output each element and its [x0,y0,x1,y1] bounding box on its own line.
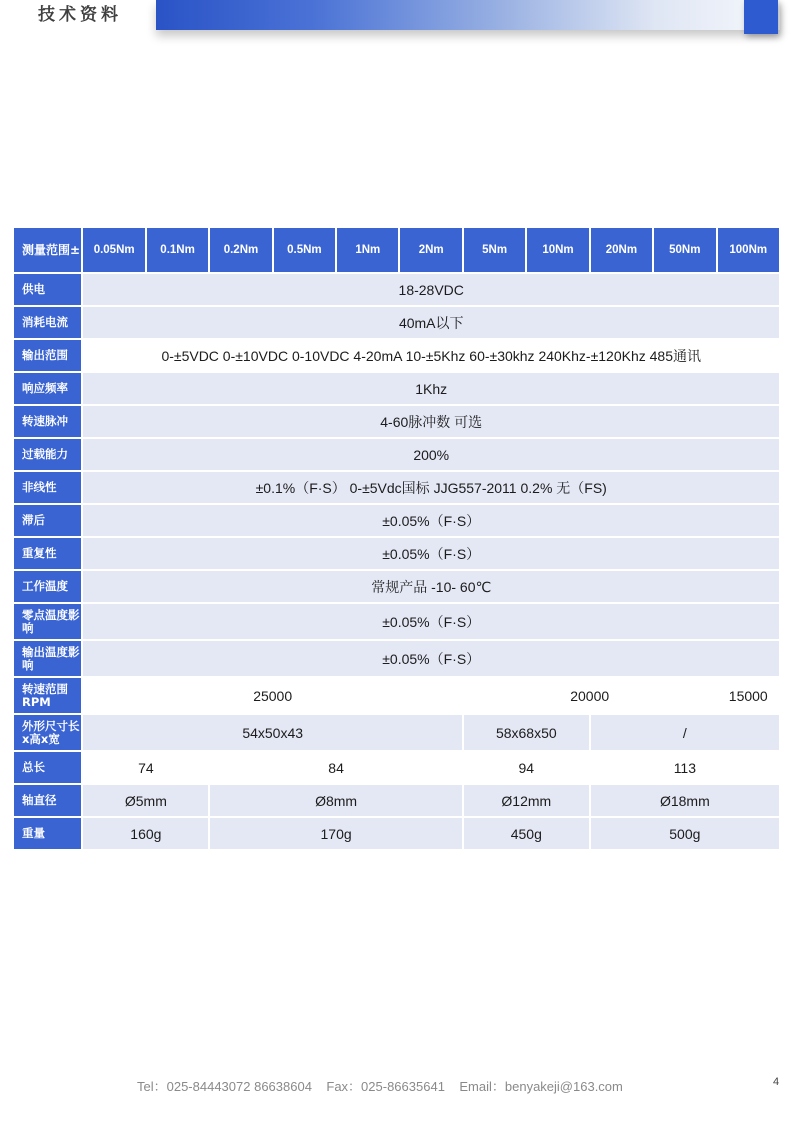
row-value: Ø18mm [591,785,779,816]
table-header-row [14,228,779,272]
row-value: 0-±5VDC 0-±10VDC 0-10VDC 4-20mA 10-±5Khz 60-±30khz 240Khz-±120Khz 485通讯 [83,340,779,371]
row-label: 外形尺寸长x高x宽 [14,715,81,750]
row-value: ±0.05%（F·S） [83,505,779,536]
row-value: Ø5mm [83,785,208,816]
row-label: 轴直径 [14,785,81,816]
row-value: 54x50x43 [83,715,461,750]
row-value: 200% [83,439,779,470]
footer-email: Email：benyakeji@163.com [459,1079,623,1094]
row-label: 工作温度 [14,571,81,602]
table-row [14,373,779,404]
row-label: 输出温度影响 [14,641,81,676]
table-row [14,307,779,338]
table-row [14,538,779,569]
row-value: ±0.05%（F·S） [83,604,779,639]
row-value: 常规产品 -10- 60℃ [83,571,779,602]
table-row [14,505,779,536]
range-cell: 50Nm [654,228,715,272]
table-row [14,752,779,783]
table-row [14,604,779,639]
section-title: 技术资料 [0,0,152,34]
row-value: 450g [464,818,589,849]
header-gradient-bar [156,0,780,30]
row-value: 20000 [464,678,716,713]
table-row [14,641,779,676]
row-label: 过载能力 [14,439,81,470]
table-row [14,715,779,750]
row-label: 总长 [14,752,81,783]
range-label: 测量范围± [14,228,81,272]
range-cell: 0.1Nm [147,228,208,272]
row-value: 500g [591,818,779,849]
row-value: 84 [210,752,462,783]
table-row [14,571,779,602]
row-value: ±0.05%（F·S） [83,641,779,676]
row-label: 转速脉冲 [14,406,81,437]
row-label: 供电 [14,274,81,305]
range-cell: 0.2Nm [210,228,271,272]
row-value: 18-28VDC [83,274,779,305]
range-cell: 0.5Nm [274,228,335,272]
row-label: 消耗电流 [14,307,81,338]
row-label: 滞后 [14,505,81,536]
table-row [14,818,779,849]
range-cell: 1Nm [337,228,398,272]
row-value: 94 [464,752,589,783]
table-row [14,274,779,305]
row-value: 74 [83,752,208,783]
row-label: 零点温度影响 [14,604,81,639]
row-value: 170g [210,818,462,849]
table-row [14,785,779,816]
table-row [14,406,779,437]
row-label: 非线性 [14,472,81,503]
row-value: ±0.05%（F·S） [83,538,779,569]
footer-fax: Fax：025-86635641 [326,1079,445,1094]
page-number: 4 [773,1076,780,1088]
row-value: Ø8mm [210,785,462,816]
range-cell: 0.05Nm [83,228,144,272]
row-value: Ø12mm [464,785,589,816]
range-cell: 5Nm [464,228,525,272]
row-value: 1Khz [83,373,779,404]
row-value: ±0.1%（F·S） 0-±5Vdc国标 JJG557-2011 0.2% 无（FS) [83,472,779,503]
range-cell: 10Nm [527,228,588,272]
row-label: 重量 [14,818,81,849]
row-value: 160g [83,818,208,849]
row-label: 输出范围 [14,340,81,371]
row-value: 15000 [718,678,779,713]
footer-contact [137,1076,623,1095]
row-value: 25000 [83,678,461,713]
spec-table [12,226,781,851]
row-value: / [591,715,779,750]
row-label: 转速范围RPM [14,678,81,713]
row-value: 4-60脉冲数 可选 [83,406,779,437]
row-label: 响应频率 [14,373,81,404]
row-value: 40mA以下 [83,307,779,338]
footer-tel: Tel：025-84443072 86638604 [137,1079,312,1094]
range-cell: 100Nm [718,228,779,272]
table-row [14,439,779,470]
row-value: 58x68x50 [464,715,589,750]
row-label: 重复性 [14,538,81,569]
table-row [14,472,779,503]
table-row [14,678,779,713]
row-value: 113 [591,752,779,783]
range-cell: 20Nm [591,228,652,272]
header-accent-square [744,0,778,34]
range-cell: 2Nm [400,228,461,272]
table-row [14,340,779,371]
